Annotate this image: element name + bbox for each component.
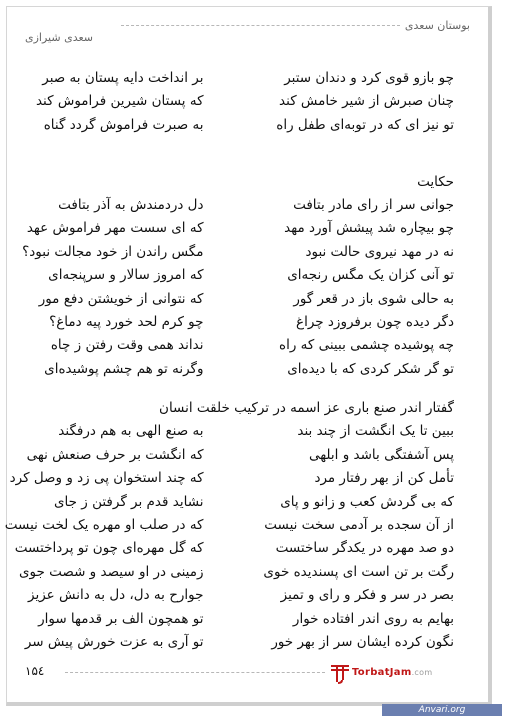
- hemistich-first: نه در مهد نیروی حالت نبود: [305, 243, 454, 260]
- couplet: [33, 334, 462, 357]
- couplet: [33, 491, 462, 514]
- torbatjam-logo-icon: [330, 662, 350, 684]
- hemistich-second: که پستان شیرین فراموش کند: [35, 93, 204, 110]
- watermark: Anvari.org: [382, 704, 502, 716]
- couplet: [33, 311, 462, 334]
- page-footer: [25, 662, 470, 684]
- hemistich-second: به صبرت فراموش گردد گناه: [43, 116, 204, 133]
- hemistich-first: چه پوشیده چشمی ببینی که راه: [279, 337, 454, 354]
- hemistich-first: بهایم به روی اندر افتاده خوار: [292, 610, 454, 627]
- hemistich-first: ببین تا یک انگشت از چند بند: [297, 423, 454, 440]
- hemistich-second: به صنع الهی به هم درفگند: [58, 423, 204, 440]
- couplet: [33, 194, 462, 217]
- hemistich-second: جوارح به دل، دل به دانش عزیز: [28, 587, 204, 604]
- author-name: سعدی شیرازی: [25, 31, 93, 44]
- hemistich-first: به حالی شوی باز در قعر گور: [293, 290, 454, 307]
- hemistich-first: بصر در سر و فکر و رای و تمیز: [280, 587, 454, 604]
- section-heading-creation: گفتار اندر صنع باری عز اسمه در ترکیب خلقت انسان: [159, 400, 454, 417]
- creation-couplets: [4, 420, 462, 654]
- page-header: [25, 19, 470, 45]
- couplet: [28, 584, 462, 607]
- hemistich-second: زمینی در او سیصد و شصت جوی: [18, 563, 204, 580]
- couplet: [33, 420, 462, 443]
- hemistich-second: چو کرم لحد خورد پیه دماغ؟: [49, 313, 204, 330]
- page-number: ۱۵٤: [25, 664, 45, 678]
- couplet: [18, 561, 462, 584]
- couplet: [14, 537, 462, 560]
- couplet: [26, 217, 462, 240]
- couplet: [24, 631, 462, 654]
- story-couplets: [22, 194, 462, 381]
- couplet: [33, 608, 462, 631]
- hemistich-second: که در صلب او مهره یک لخت نیست: [4, 517, 204, 534]
- couplet: [33, 264, 462, 287]
- couplet: [33, 67, 462, 90]
- couplet: [33, 114, 462, 137]
- hemistich-second: دل دردمندش به آذر بتافت: [58, 196, 204, 213]
- hemistich-second: که امروز سالار و سرپنجه‌ای: [48, 267, 204, 284]
- hemistich-second: که ای سست مهر فراموش عهد: [26, 220, 204, 237]
- hemistich-second: تو همچون الف بر قدمها سوار: [38, 610, 204, 627]
- couplet: [33, 288, 462, 311]
- hemistich-second: که گل مهره‌ای چون تو پرداختست: [14, 540, 204, 557]
- brand-name: [352, 667, 432, 678]
- hemistich-first: پس آشفتگی باشد و ابلهی: [308, 446, 454, 463]
- hemistich-first: چو بازو قوی کرد و دندان ستبر: [284, 70, 454, 86]
- couplet: [33, 358, 462, 381]
- hemistich-first: رگت بر تن است ای پسندیده خوی: [263, 563, 454, 580]
- hemistich-first: دو صد مهره در یکدگر ساختست: [275, 540, 454, 557]
- hemistich-first: چنان صبرش از شیر خامش کند: [279, 93, 454, 110]
- footer-divider: [65, 672, 325, 673]
- brand-text: TorbatJam: [352, 667, 412, 678]
- hemistich-second: مگس راندن از خود مجالت نبود؟: [22, 243, 204, 260]
- hemistich-second: که چند استخوان پی زد و وصل کرد: [9, 470, 204, 487]
- hemistich-second: بر انداخت دایه پستان به صبر: [42, 70, 204, 86]
- hemistich-second: نشاید قدم بر گرفتن ز جای: [53, 493, 204, 510]
- section-heading-story: حکایت: [417, 173, 454, 190]
- couplet: [33, 90, 462, 113]
- hemistich-second: که انگشت بر حرف صنعش نهی: [26, 446, 204, 463]
- page: [6, 6, 492, 706]
- hemistich-second: وگرنه تو هم چشم پوشیده‌ای: [44, 360, 204, 377]
- spacer: [33, 137, 462, 160]
- hemistich-first: دگر دیده چون برفروزد چراغ: [296, 313, 454, 330]
- brand-tld: .com: [411, 668, 433, 677]
- hemistich-first: از آن سجده بر آدمی سخت نیست: [264, 517, 454, 534]
- intro-couplets: [33, 67, 462, 137]
- hemistich-second: که نتوانی از خویشتن دفع مور: [38, 290, 204, 307]
- couplet: [22, 241, 462, 264]
- hemistich-first: تو نیز ای که در توبه‌ای طفل راه: [276, 116, 454, 133]
- spacer: [33, 381, 462, 397]
- hemistich-first: که بی گردش کعب و زانو و پای: [280, 493, 454, 510]
- hemistich-first: جوانی سر از رای مادر بتافت: [293, 196, 454, 213]
- hemistich-first: نگون کرده ایشان سر از بهر خور: [271, 633, 454, 650]
- poem-body: [4, 67, 462, 654]
- couplet: [9, 467, 462, 490]
- hemistich-second: تو آری به عزت خورش پیش سر: [24, 633, 204, 650]
- hemistich-first: چو بیچاره شد پیشش آورد مهد: [284, 220, 454, 237]
- hemistich-second: نداند همی وقت رفتن ز چاه: [50, 337, 204, 354]
- hemistich-first: تو آنی کزان یک مگس رنجه‌ای: [287, 267, 454, 284]
- hemistich-first: تأمل کن از بهر رفتار مرد: [314, 470, 454, 487]
- couplet: [26, 444, 462, 467]
- header-divider: [121, 25, 400, 26]
- hemistich-first: تو گر شکر کردی که با دیده‌ای: [287, 360, 454, 377]
- spacer: [33, 161, 462, 171]
- couplet: [4, 514, 462, 537]
- book-title: بوستان سعدی: [404, 19, 470, 32]
- site-logo: [330, 662, 470, 684]
